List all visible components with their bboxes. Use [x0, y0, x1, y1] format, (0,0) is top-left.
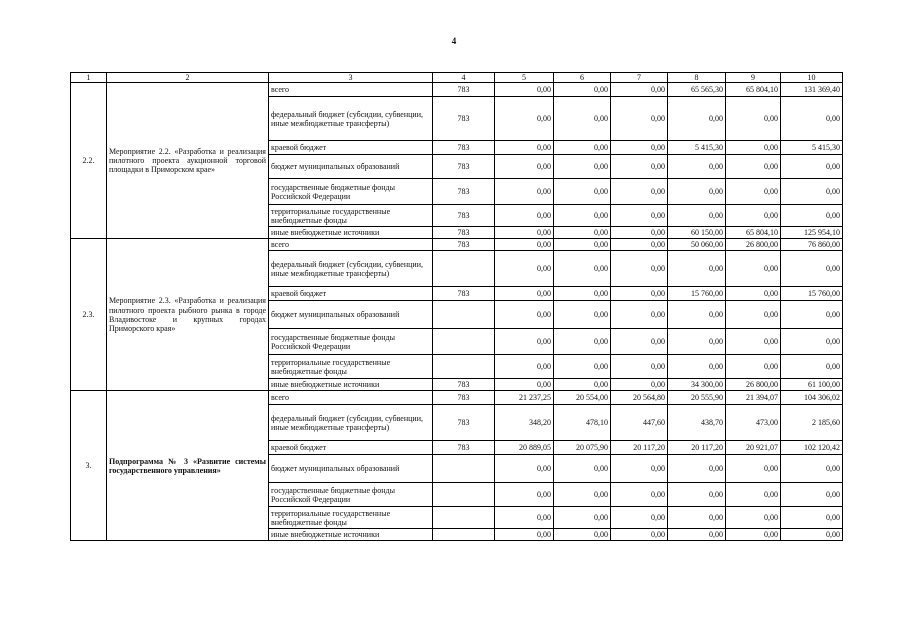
header-cell: 1	[71, 73, 107, 83]
page-number: 4	[451, 36, 457, 46]
amount-cell: 0,00	[611, 179, 668, 205]
amount-cell: 0,00	[495, 179, 554, 205]
amount-cell: 34 300,00	[668, 379, 726, 391]
funding-source: территориальные государственные внебюджетные фонды	[269, 355, 433, 379]
amount-cell: 0,00	[611, 507, 668, 529]
amount-cell: 0,00	[611, 83, 668, 97]
amount-cell: 0,00	[668, 179, 726, 205]
amount-cell: 0,00	[781, 529, 843, 541]
amount-cell: 102 120,42	[781, 441, 843, 455]
amount-cell: 473,00	[726, 405, 781, 441]
amount-cell: 0,00	[554, 355, 611, 379]
amount-cell: 0,00	[668, 507, 726, 529]
budget-code: 783	[433, 141, 495, 155]
amount-cell: 0,00	[726, 141, 781, 155]
amount-cell: 65 565,30	[668, 83, 726, 97]
amount-cell: 65 804,10	[726, 83, 781, 97]
amount-cell: 0,00	[611, 455, 668, 483]
amount-cell: 0,00	[726, 179, 781, 205]
amount-cell: 478,10	[554, 405, 611, 441]
amount-cell: 0,00	[611, 379, 668, 391]
amount-cell: 131 369,40	[781, 83, 843, 97]
amount-cell: 0,00	[554, 287, 611, 301]
funding-source: краевой бюджет	[269, 141, 433, 155]
amount-cell: 76 860,00	[781, 239, 843, 251]
budget-code: 783	[433, 97, 495, 141]
item-title: Мероприятие 2.3. «Разработка и реализация пилотного проекта рыбного рынка в городе Владивостоке и крупных городах Приморского края»	[107, 239, 269, 391]
amount-cell: 15 760,00	[781, 287, 843, 301]
amount-cell: 0,00	[495, 379, 554, 391]
amount-cell: 0,00	[495, 239, 554, 251]
amount-cell: 0,00	[611, 141, 668, 155]
table-row	[71, 239, 843, 251]
amount-cell: 0,00	[554, 239, 611, 251]
amount-cell: 0,00	[554, 455, 611, 483]
amount-cell: 0,00	[781, 97, 843, 141]
budget-code	[433, 455, 495, 483]
amount-cell: 0,00	[726, 455, 781, 483]
amount-cell: 0,00	[495, 455, 554, 483]
item-number: 3.	[71, 391, 107, 541]
amount-cell: 0,00	[781, 251, 843, 287]
amount-cell: 0,00	[495, 355, 554, 379]
header-cell: 9	[726, 73, 781, 83]
amount-cell: 0,00	[495, 83, 554, 97]
amount-cell: 0,00	[781, 455, 843, 483]
funding-source: иные внебюджетные источники	[269, 227, 433, 239]
amount-cell: 125 954,10	[781, 227, 843, 239]
amount-cell: 0,00	[726, 483, 781, 507]
amount-cell: 0,00	[781, 483, 843, 507]
amount-cell: 0,00	[726, 205, 781, 227]
budget-code	[433, 355, 495, 379]
amount-cell: 0,00	[668, 529, 726, 541]
amount-cell: 0,00	[611, 155, 668, 179]
funding-source: федеральный бюджет (субсидии, субвенции, иные межбюджетные трансферты)	[269, 97, 433, 141]
funding-source: всего	[269, 239, 433, 251]
budget-code: 783	[433, 83, 495, 97]
item-number: 2.3.	[71, 239, 107, 391]
funding-source: государственные бюджетные фонды Российской Федерации	[269, 483, 433, 507]
amount-cell: 0,00	[668, 455, 726, 483]
amount-cell: 0,00	[554, 155, 611, 179]
header-cell: 3	[269, 73, 433, 83]
funding-source: федеральный бюджет (субсидии, субвенции, иные межбюджетные трансферты)	[269, 405, 433, 441]
amount-cell: 0,00	[726, 97, 781, 141]
header-row	[71, 73, 843, 83]
amount-cell: 0,00	[611, 239, 668, 251]
amount-cell: 61 100,00	[781, 379, 843, 391]
amount-cell: 0,00	[495, 329, 554, 355]
amount-cell: 20 554,00	[554, 391, 611, 405]
header-cell: 4	[433, 73, 495, 83]
funding-source: территориальные государственные внебюджетные фонды	[269, 205, 433, 227]
amount-cell: 438,70	[668, 405, 726, 441]
budget-code: 783	[433, 379, 495, 391]
amount-cell: 0,00	[781, 301, 843, 329]
table-row	[71, 83, 843, 97]
budget-code	[433, 529, 495, 541]
amount-cell: 0,00	[781, 205, 843, 227]
header-cell: 8	[668, 73, 726, 83]
item-title: Мероприятие 2.2. «Разработка и реализация пилотного проекта аукционной торговой площадки в Приморском крае»	[107, 83, 269, 239]
amount-cell: 0,00	[611, 483, 668, 507]
amount-cell: 0,00	[668, 205, 726, 227]
funding-source: государственные бюджетные фонды Российской Федерации	[269, 179, 433, 205]
budget-code: 783	[433, 205, 495, 227]
budget-code: 783	[433, 441, 495, 455]
budget-code: 783	[433, 405, 495, 441]
amount-cell: 0,00	[781, 179, 843, 205]
amount-cell: 20 117,20	[611, 441, 668, 455]
amount-cell: 0,00	[554, 379, 611, 391]
amount-cell: 0,00	[668, 251, 726, 287]
amount-cell: 0,00	[781, 329, 843, 355]
amount-cell: 20 555,90	[668, 391, 726, 405]
amount-cell: 0,00	[495, 529, 554, 541]
budget-code: 783	[433, 391, 495, 405]
amount-cell: 0,00	[726, 155, 781, 179]
amount-cell: 0,00	[611, 329, 668, 355]
amount-cell: 0,00	[495, 227, 554, 239]
table-body	[71, 83, 843, 541]
amount-cell: 0,00	[495, 507, 554, 529]
amount-cell: 0,00	[554, 483, 611, 507]
budget-table	[70, 72, 843, 541]
table-header	[71, 73, 843, 83]
amount-cell: 0,00	[781, 507, 843, 529]
amount-cell: 0,00	[611, 301, 668, 329]
funding-source: краевой бюджет	[269, 287, 433, 301]
table-row	[71, 391, 843, 405]
funding-source: государственные бюджетные фонды Российской Федерации	[269, 329, 433, 355]
amount-cell: 20 075,90	[554, 441, 611, 455]
budget-code: 783	[433, 155, 495, 179]
budget-code	[433, 251, 495, 287]
amount-cell: 0,00	[554, 251, 611, 287]
funding-source: бюджет муниципальных образований	[269, 301, 433, 329]
amount-cell: 0,00	[611, 529, 668, 541]
funding-source: краевой бюджет	[269, 441, 433, 455]
amount-cell: 0,00	[726, 329, 781, 355]
amount-cell: 0,00	[726, 301, 781, 329]
header-cell: 5	[495, 73, 554, 83]
header-cell: 2	[107, 73, 269, 83]
amount-cell: 0,00	[554, 329, 611, 355]
amount-cell: 0,00	[726, 529, 781, 541]
amount-cell: 0,00	[726, 251, 781, 287]
amount-cell: 5 415,30	[668, 141, 726, 155]
amount-cell: 20 564,80	[611, 391, 668, 405]
amount-cell: 0,00	[668, 329, 726, 355]
amount-cell: 5 415,30	[781, 141, 843, 155]
item-title: Подпрограмма № 3 «Развитие системы государственного управления»	[107, 391, 269, 541]
amount-cell: 60 150,00	[668, 227, 726, 239]
amount-cell: 0,00	[554, 83, 611, 97]
budget-code: 783	[433, 227, 495, 239]
amount-cell: 0,00	[554, 205, 611, 227]
amount-cell: 0,00	[495, 251, 554, 287]
amount-cell: 0,00	[726, 287, 781, 301]
amount-cell: 20 117,20	[668, 441, 726, 455]
amount-cell: 20 921,07	[726, 441, 781, 455]
budget-code	[433, 483, 495, 507]
amount-cell: 21 237,25	[495, 391, 554, 405]
amount-cell: 0,00	[495, 301, 554, 329]
item-number: 2.2.	[71, 83, 107, 239]
funding-source: бюджет муниципальных образований	[269, 455, 433, 483]
amount-cell: 0,00	[781, 355, 843, 379]
amount-cell: 20 889,05	[495, 441, 554, 455]
amount-cell: 0,00	[611, 205, 668, 227]
amount-cell: 0,00	[554, 227, 611, 239]
budget-code	[433, 329, 495, 355]
amount-cell: 15 760,00	[668, 287, 726, 301]
amount-cell: 0,00	[611, 251, 668, 287]
amount-cell: 0,00	[668, 483, 726, 507]
amount-cell: 0,00	[554, 179, 611, 205]
funding-source: бюджет муниципальных образований	[269, 155, 433, 179]
funding-source: иные внебюджетные источники	[269, 529, 433, 541]
amount-cell: 0,00	[554, 507, 611, 529]
amount-cell: 0,00	[495, 155, 554, 179]
amount-cell: 50 060,00	[668, 239, 726, 251]
amount-cell: 0,00	[726, 507, 781, 529]
amount-cell: 26 800,00	[726, 379, 781, 391]
budget-code: 783	[433, 179, 495, 205]
amount-cell: 0,00	[668, 301, 726, 329]
amount-cell: 104 306,02	[781, 391, 843, 405]
amount-cell: 0,00	[495, 287, 554, 301]
amount-cell: 348,20	[495, 405, 554, 441]
header-cell: 10	[781, 73, 843, 83]
amount-cell: 2 185,60	[781, 405, 843, 441]
budget-code: 783	[433, 287, 495, 301]
amount-cell: 21 394,07	[726, 391, 781, 405]
funding-source: иные внебюджетные источники	[269, 379, 433, 391]
funding-source: всего	[269, 391, 433, 405]
amount-cell: 0,00	[668, 155, 726, 179]
budget-code	[433, 301, 495, 329]
amount-cell: 0,00	[554, 141, 611, 155]
amount-cell: 0,00	[611, 227, 668, 239]
amount-cell: 0,00	[554, 529, 611, 541]
amount-cell: 0,00	[611, 355, 668, 379]
amount-cell: 65 804,10	[726, 227, 781, 239]
amount-cell: 0,00	[668, 97, 726, 141]
amount-cell: 0,00	[668, 355, 726, 379]
funding-source: территориальные государственные внебюджетные фонды	[269, 507, 433, 529]
budget-code: 783	[433, 239, 495, 251]
amount-cell: 0,00	[554, 97, 611, 141]
funding-source: федеральный бюджет (субсидии, субвенции, иные межбюджетные трансферты)	[269, 251, 433, 287]
amount-cell: 0,00	[726, 355, 781, 379]
amount-cell: 0,00	[611, 97, 668, 141]
amount-cell: 0,00	[781, 155, 843, 179]
amount-cell: 0,00	[495, 97, 554, 141]
amount-cell: 447,60	[611, 405, 668, 441]
amount-cell: 26 800,00	[726, 239, 781, 251]
amount-cell: 0,00	[495, 205, 554, 227]
budget-code	[433, 507, 495, 529]
header-cell: 7	[611, 73, 668, 83]
amount-cell: 0,00	[495, 483, 554, 507]
amount-cell: 0,00	[495, 141, 554, 155]
amount-cell: 0,00	[554, 301, 611, 329]
amount-cell: 0,00	[611, 287, 668, 301]
funding-source: всего	[269, 83, 433, 97]
header-cell: 6	[554, 73, 611, 83]
